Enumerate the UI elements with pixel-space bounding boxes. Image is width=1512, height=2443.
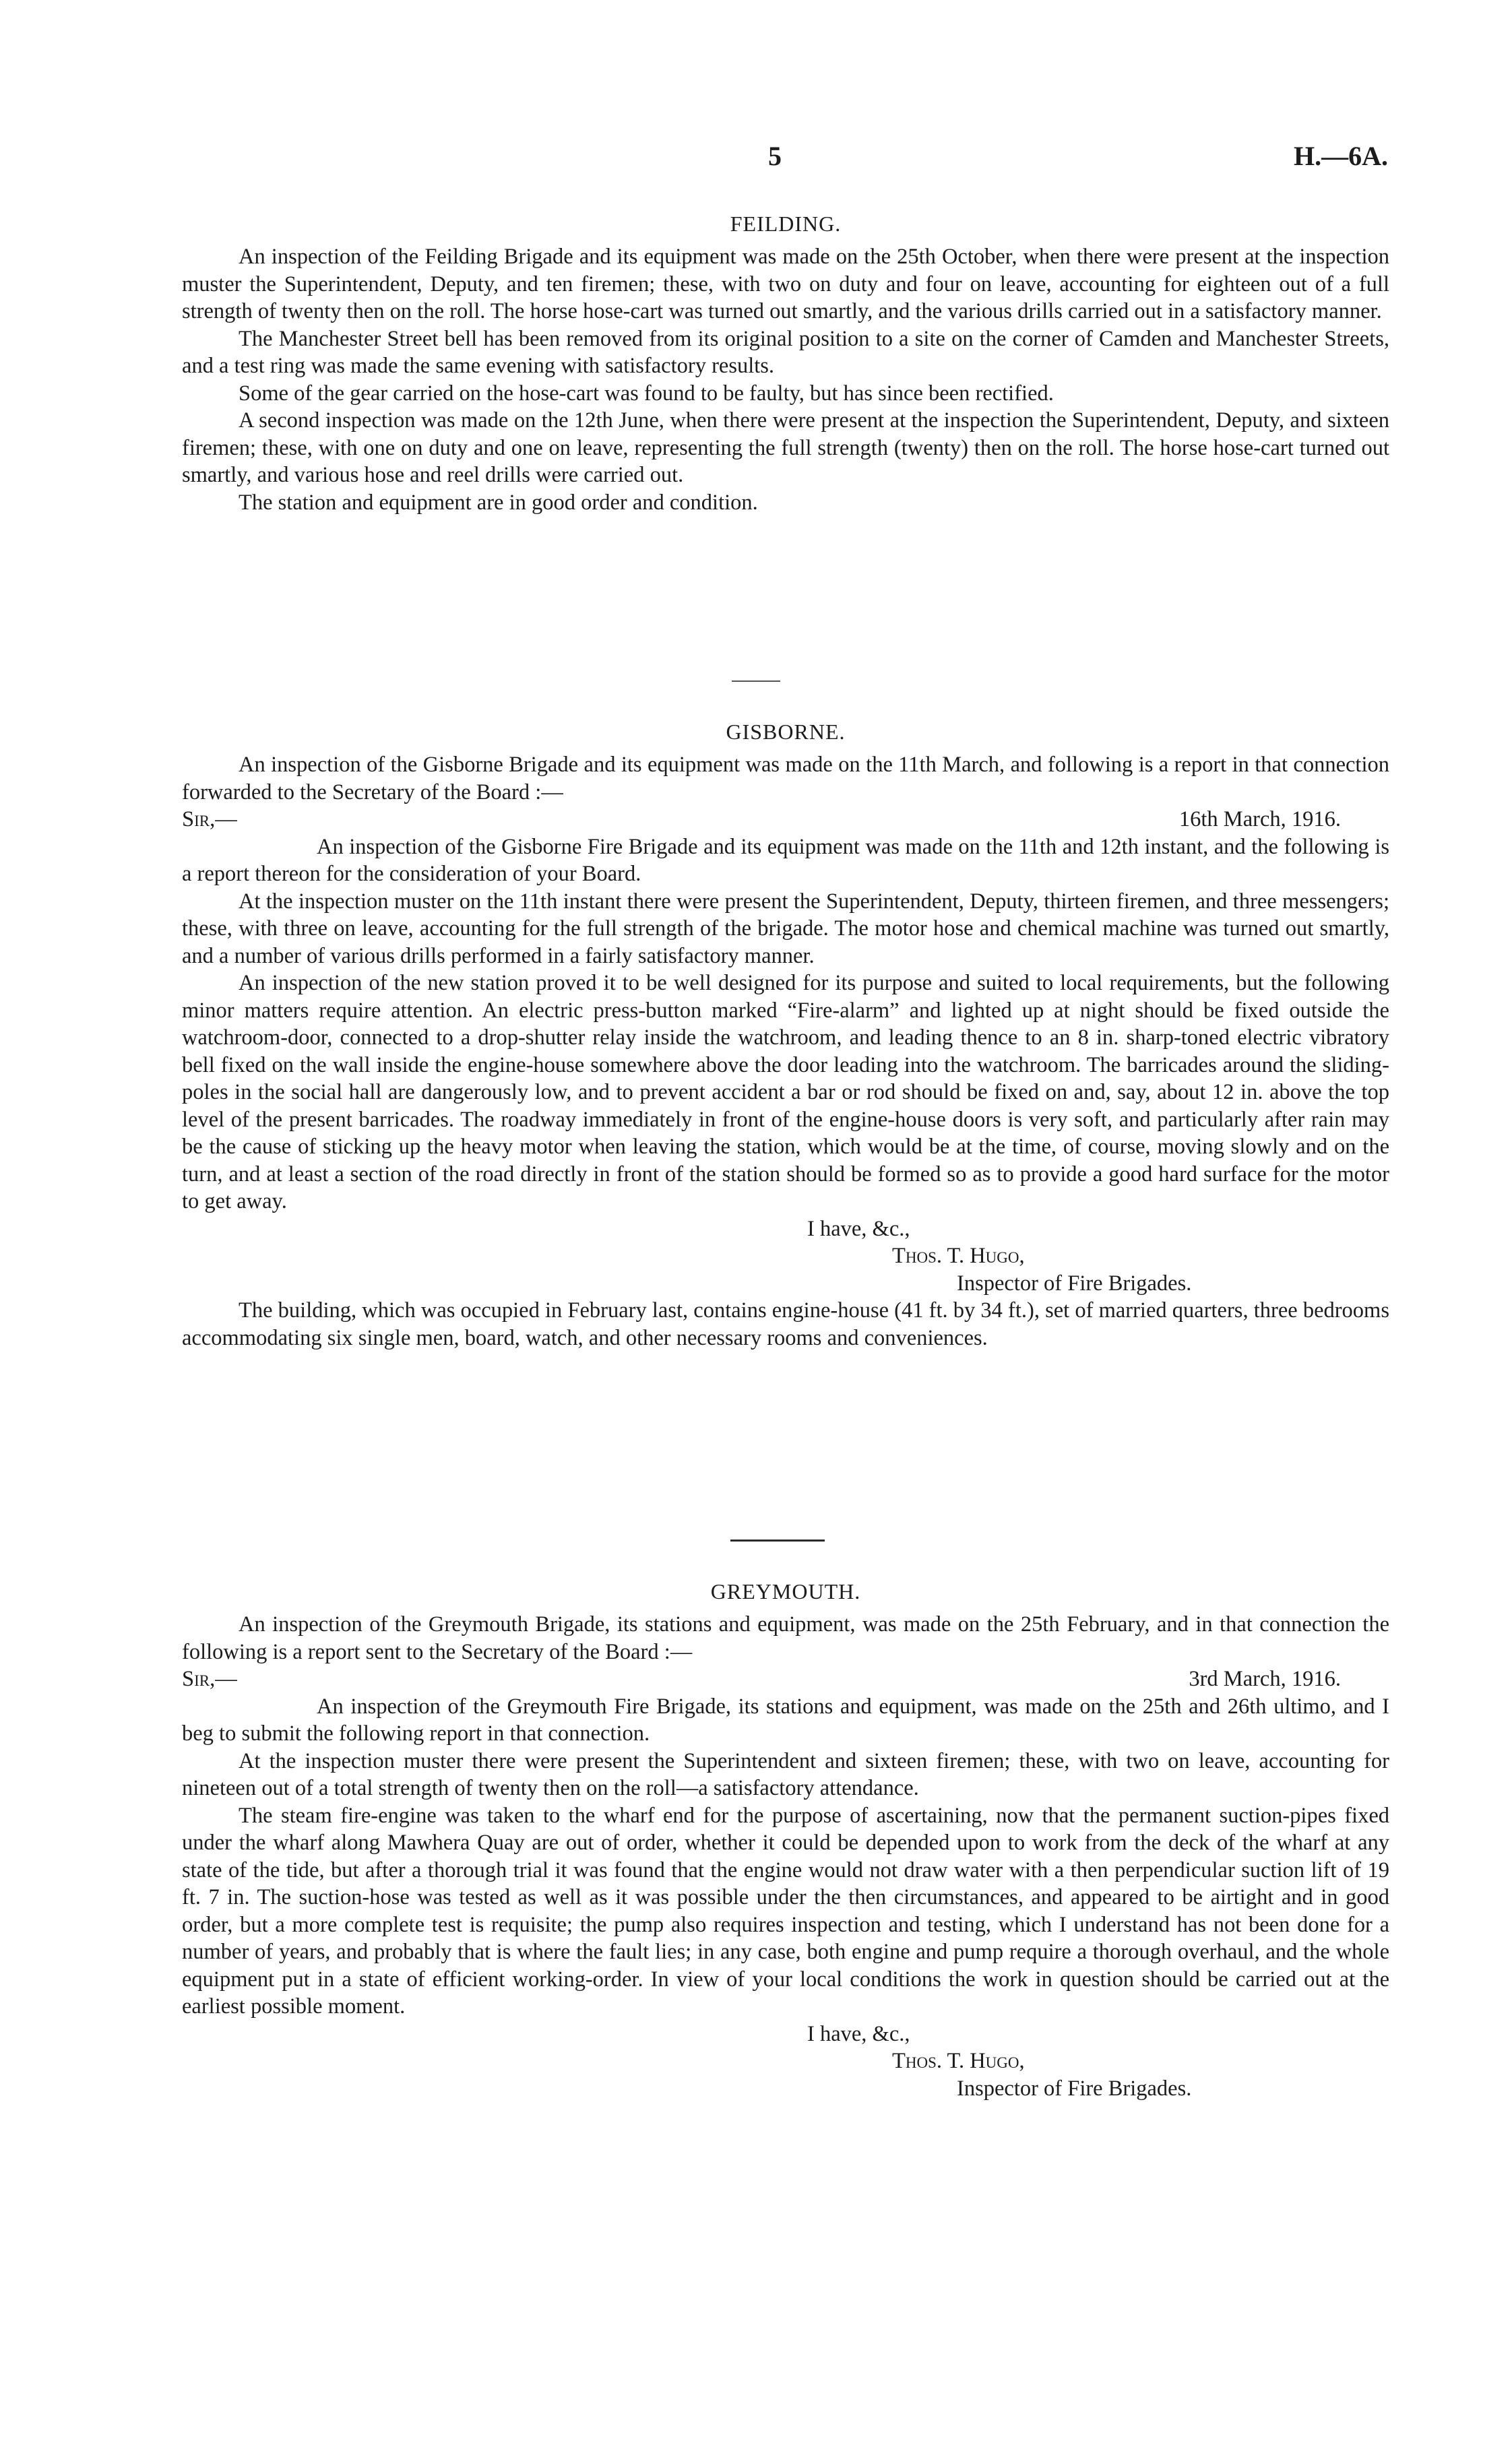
series-code: H.—6A. bbox=[1294, 141, 1388, 171]
page-number: 5 bbox=[768, 141, 782, 171]
signatory-title: Inspector of Fire Brigades. bbox=[957, 1271, 1192, 1296]
paragraph: An inspection of the Greymouth Brigade, its stations and equipment, was made on the 25th February, and in that connection the following is a report sent to the Secretary of the Board :— bbox=[182, 1612, 1389, 1664]
paragraph: An inspection of the Greymouth Fire Brigade, its stations and equipment, was made on the 25th and 26th ultimo, and I beg to submit the following report in that connection. bbox=[182, 1694, 1389, 1746]
letter-heading bbox=[182, 1665, 1389, 1693]
section-greymouth bbox=[182, 1579, 1389, 2102]
paragraph: An inspection of the Feilding Brigade and its equipment was made on the 25th October, when there were present at the inspection muster the Superintendent, Deputy, and ten firemen; these, with two on duty and four on leave, accounting for eighteen out of a full strength of twenty then on the roll. The horse hose-cart was turned out smartly, and the various drills carried out in a satisfactory manner. bbox=[182, 245, 1389, 323]
letter-heading bbox=[182, 806, 1389, 833]
page-header bbox=[0, 140, 1512, 181]
section-feilding bbox=[182, 212, 1389, 516]
salutation: Sir,— bbox=[182, 807, 237, 831]
section-title: FEILDING. bbox=[730, 212, 842, 236]
paragraph: At the inspection muster there were present the Superintendent and sixteen firemen; these, with two on leave, accounting for nineteen out of a total strength of twenty then on the roll—a satisfactory attendance. bbox=[182, 1748, 1389, 1800]
paragraph: The station and equipment are in good order and condition. bbox=[239, 490, 758, 515]
letter-date: 16th March, 1916. bbox=[1178, 807, 1341, 831]
signatory-title: Inspector of Fire Brigades. bbox=[957, 2076, 1192, 2101]
section-gisborne bbox=[182, 720, 1389, 1352]
paragraph: A second inspection was made on the 12th June, when there were present at the inspection the Superintendent, Deputy, and sixteen firemen; these, with one on duty and one on leave, representing the full strength (twenty) then on the roll. The horse hose-cart turned out smartly, and various hose and reel drills were carried out. bbox=[182, 408, 1389, 487]
signatory: Thos. T. Hugo, bbox=[892, 1244, 1025, 1268]
letter-date: 3rd March, 1916. bbox=[1189, 1667, 1341, 1691]
salutation: Sir,— bbox=[182, 1667, 237, 1691]
letter-closing: I have, &c., bbox=[807, 2021, 910, 2046]
section-title: GISBORNE. bbox=[726, 720, 846, 744]
section-divider bbox=[732, 680, 780, 682]
paragraph: The Manchester Street bell has been removed from its original position to a site on the corner of Camden and Manchester Streets, and a test ring was made the same evening with satisfactory results. bbox=[182, 326, 1389, 378]
letter-closing: I have, &c., bbox=[807, 1216, 910, 1241]
paragraph: An inspection of the new station proved it to be well designed for its purpose and suited to local requirements, but the following minor matters require attention. An electric press-button marked “Fire-alarm” and lighted up at night should be fixed outside the watchroom-door, connected to a drop-shutter relay inside the watchroom, and leading thence to an 8 in. sharp-toned electric vibratory bell fixed on the wall inside the engine-house somewhere above the door leading into the watchroom. The barricades around the sliding-poles in the social hall are dangerously low, and to prevent accident a bar or rod should be fixed on and, say, about 12 in. above the top level of the present barricades. The roadway immediately in front of the engine-house doors is very soft, and particularly after rain may be the cause of sticking up the heavy motor when leaving the station, which would be at the time, of course, moving slowly and on the turn, and at least a section of the road directly in front of the station should be formed so as to provide a good hard surface for the motor to get away. bbox=[182, 971, 1389, 1213]
paragraph: The building, which was occupied in February last, contains engine-house (41 ft. by 34 ft.), set of married quarters, three bedrooms accommodating six single men, board, watch, and other necessary rooms and conveniences. bbox=[182, 1298, 1389, 1350]
section-title: GREYMOUTH. bbox=[710, 1579, 861, 1604]
paragraph: An inspection of the Gisborne Fire Brigade and its equipment was made on the 11th and 12th instant, and the following is a report thereon for the consideration of your Board. bbox=[182, 834, 1389, 886]
section-divider bbox=[730, 1540, 825, 1542]
signatory: Thos. T. Hugo, bbox=[892, 2049, 1025, 2073]
paragraph: At the inspection muster on the 11th instant there were present the Superintendent, Deputy, thirteen firemen, and three messengers; these, with three on leave, accounting for the full strength of the brigade. The motor hose and chemical machine was turned out smartly, and a number of various drills performed in a fairly satisfactory manner. bbox=[182, 889, 1389, 968]
paragraph: The steam fire-engine was taken to the wharf end for the purpose of ascertaining, now that the permanent suction-pipes fixed under the wharf along Mawhera Quay are out of order, whether it could be depended upon to work from the deck of the wharf at any state of the tide, but after a thorough trial it was found that the engine would not draw water with a then perpendicular suction lift of 19 ft. 7 in. The suction-hose was tested as well as it was possible under the then circumstances, and appeared to be airtight and in good order, but a more complete test is requisite; the pump also requires inspection and testing, which I understand has not been done for a number of years, and probably that is where the fault lies; in any case, both engine and pump require a thorough overhaul, and the whole equipment put in a state of efficient working-order. In view of your local conditions the work in question should be carried out at the earliest possible moment. bbox=[182, 1803, 1389, 2019]
paragraph: An inspection of the Gisborne Brigade and its equipment was made on the 11th March, and following is a report in that connection forwarded to the Secretary of the Board :— bbox=[182, 753, 1389, 804]
paragraph: Some of the gear carried on the hose-cart was found to be faulty, but has since been rectified. bbox=[239, 381, 1054, 406]
